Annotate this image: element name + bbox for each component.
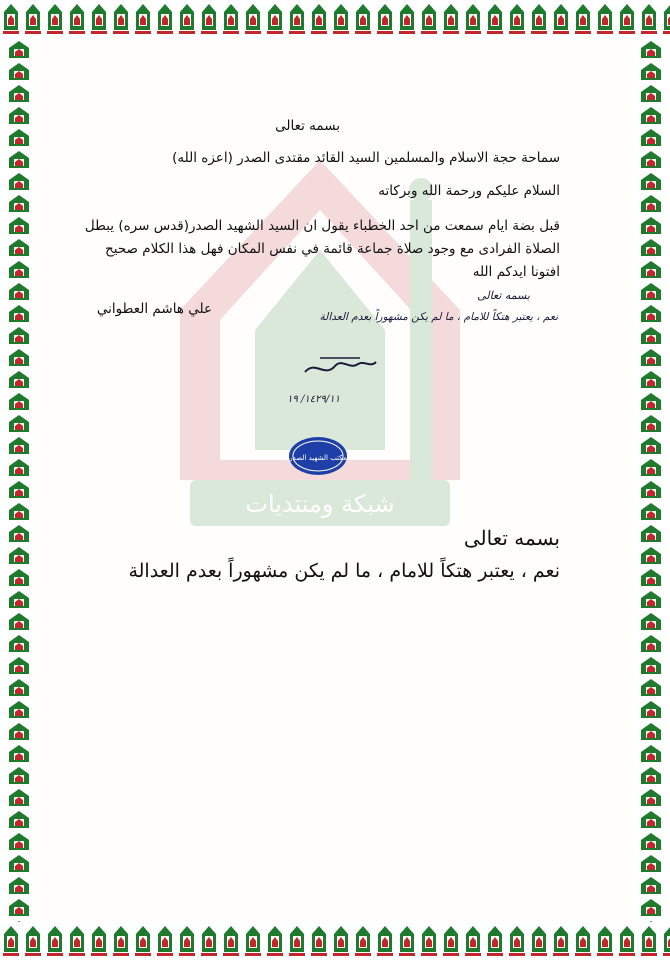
handwritten-signature	[300, 350, 380, 380]
answer-basmala: بسمه تعالى	[463, 526, 560, 550]
decorative-border-bottom	[0, 922, 670, 960]
letter-basmala: بسمه تعالى	[275, 118, 340, 134]
handwritten-date: ١٤٢٩/١١/ ١٩	[287, 394, 340, 405]
letter-signatory: علي هاشم العطواني	[96, 301, 212, 317]
answer-text: نعم ، يعتبر هتكاً للامام ، ما لم يكن مشهوراً بعدم العدالة	[128, 560, 560, 582]
letter-question-line-1: قبل بضة ايام سمعت من احد الخطباء يقول ان السيد الشهيد الصدر(قدس سره) يبطل	[84, 218, 560, 234]
decorative-border-right	[632, 38, 670, 922]
office-stamp-icon	[288, 436, 348, 476]
handwritten-answer: نعم ، يعتبر هتكاً للامام ، ما لم يكن مشهوراً بعدم العدالة	[319, 311, 558, 323]
stamp-text: مكتب الشهيد الصدر	[289, 454, 347, 462]
letter-question-line-2: الصلاة الفرادى مع وجود صلاة جماعة قائمة في نفس المكان فهل هذا الكلام صحيح	[105, 241, 560, 257]
letter-addressee: سماحة حجة الاسلام والمسلمين السيد القائد مقتدى الصدر (اعزه الله)	[172, 150, 560, 166]
decorative-border-left	[0, 38, 38, 922]
decorative-border-top	[0, 0, 670, 38]
handwritten-basmala: بسمه تعالى	[477, 289, 530, 302]
letter-question-line-3: افتونا ايدكم الله	[472, 264, 560, 280]
letter-greeting: السلام عليكم ورحمة الله وبركاته	[378, 183, 560, 199]
mosque-watermark-icon	[150, 140, 490, 540]
watermark-text: شبكة ومنتديات	[245, 490, 395, 518]
